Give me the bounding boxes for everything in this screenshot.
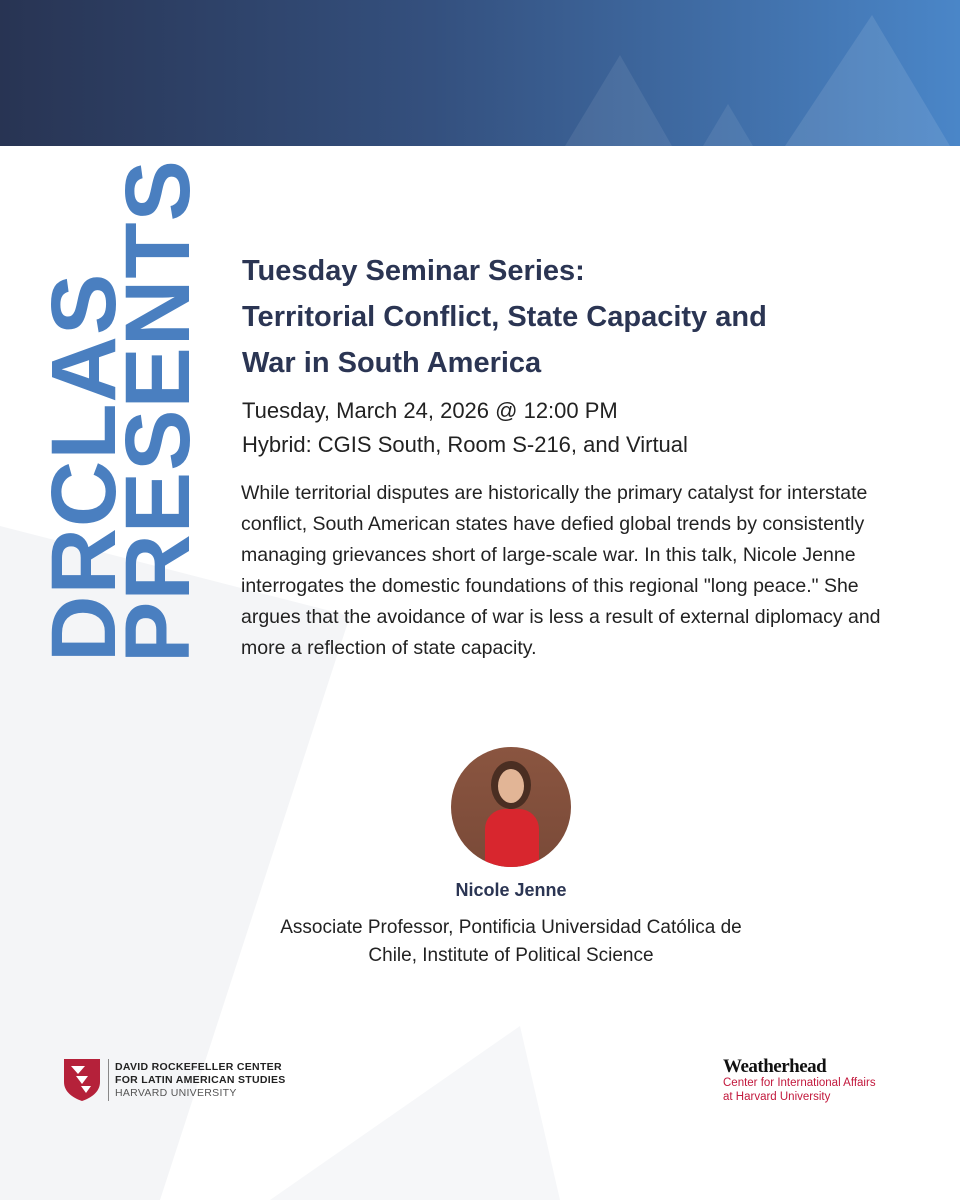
speaker-photo [451,747,571,867]
role-line: Chile, Institute of Political Science [368,945,654,966]
harvard-shield-icon [63,1058,101,1102]
event-date: Tuesday, March 24, 2026 @ 12:00 PM [242,398,618,423]
speaker-name: Nicole Jenne [455,880,567,900]
weatherhead-logo [723,1058,876,1104]
drclas-logo-line: FOR LATIN AMERICAN STUDIES [115,1073,286,1086]
event-description: While territorial disputes are historically the primary catalyst for interstate conflict, South American states have defied global trends by consistently managing grievances short of large-scale war. In this talk, Nicole Jenne interrogates the domestic foundations of this regional "long peace." She argues that the avoidance of war is less a result of external diplomacy and more a reflection of state capacity. [241,482,881,659]
drclas-logo-line: DAVID ROCKEFELLER CENTER [115,1060,282,1073]
speaker-role [260,914,762,970]
header-banner [0,0,960,146]
weatherhead-wordmark: Weatherhead [723,1056,827,1077]
presents-vertical-heading: PRESENTS [107,159,209,663]
event-location: Hybrid: CGIS South, Room S-216, and Virtual [242,432,688,457]
weatherhead-line: at Harvard University [723,1091,831,1103]
drclas-logo-line: HARVARD UNIVERSITY [115,1086,237,1099]
drclas-logo [63,1058,286,1102]
role-line: Associate Professor, Pontificia Universidad Católica de [280,917,742,938]
title-line: Tuesday Seminar Series: [242,255,585,287]
drclas-vertical-heading: DRCLAS [33,272,135,662]
title-line: War in South America [242,347,542,379]
mountain-decoration [0,0,960,146]
weatherhead-line: Center for International Affairs [723,1077,876,1089]
event-details [242,394,688,462]
title-line: Territorial Conflict, State Capacity and [242,301,767,333]
event-title [242,248,767,386]
